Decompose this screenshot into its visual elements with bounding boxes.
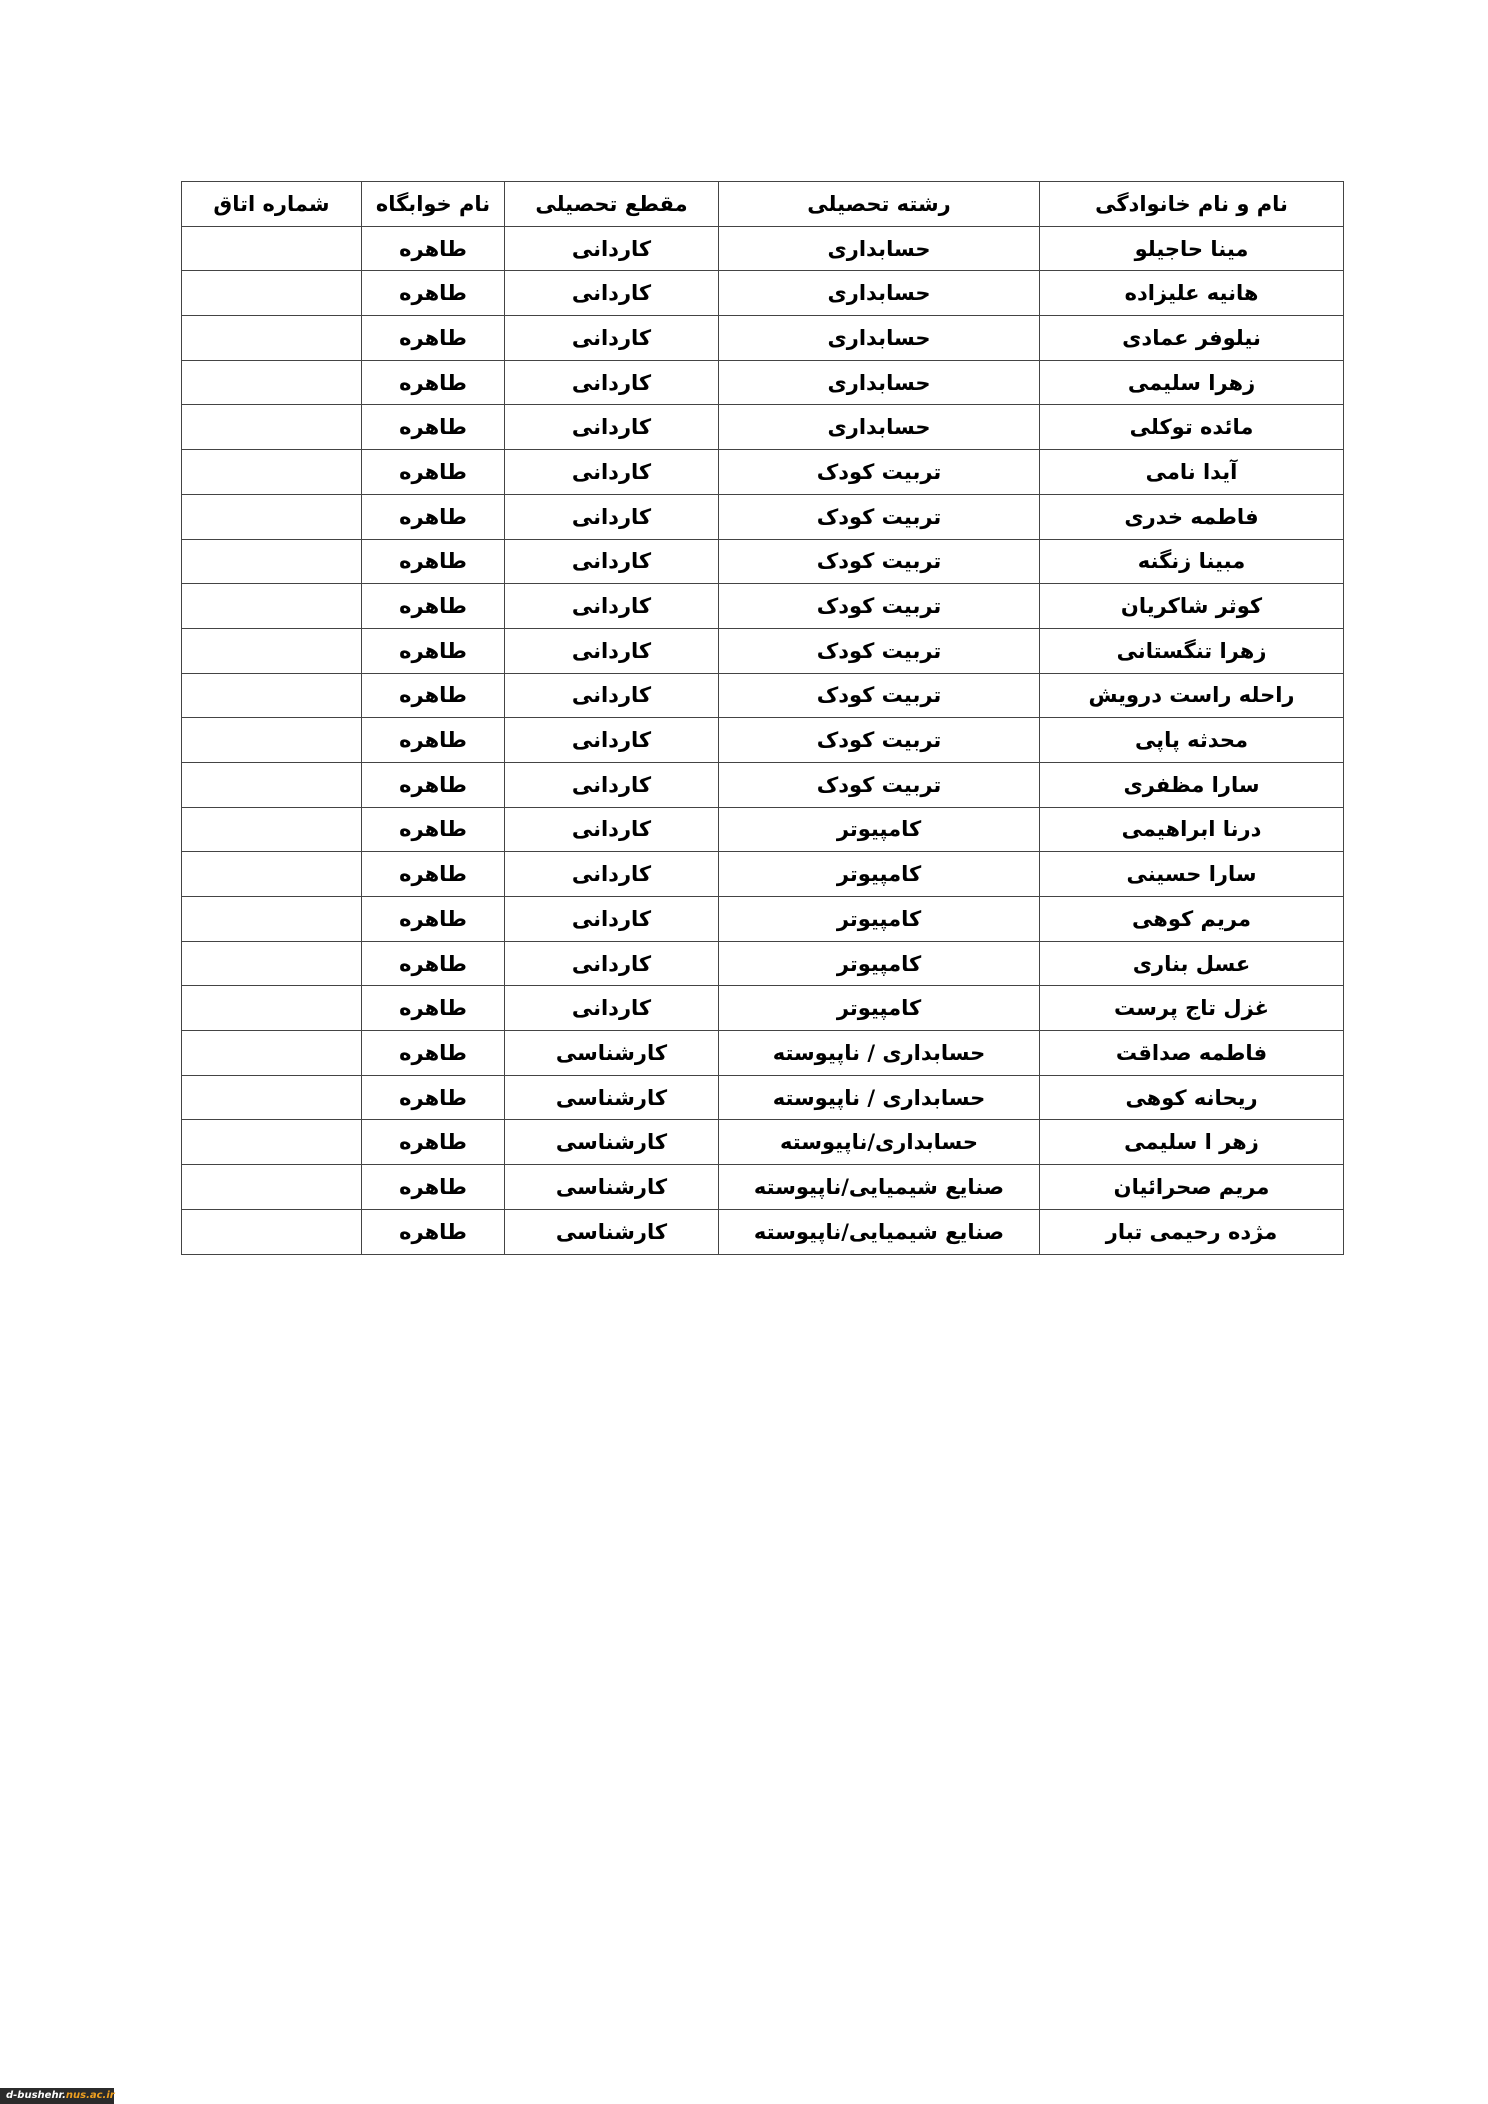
header-name: نام و نام خانوادگی <box>1040 182 1344 227</box>
cell-level: کاردانی <box>505 852 719 897</box>
cell-major: صنایع شیمیایی/ناپیوسته <box>719 1165 1040 1210</box>
cell-level: کاردانی <box>505 226 719 271</box>
cell-room <box>182 718 362 763</box>
cell-name: مریم صحرائیان <box>1040 1165 1344 1210</box>
table-row <box>182 584 1344 629</box>
cell-major: تربیت کودک <box>719 673 1040 718</box>
dormitory-table <box>181 181 1344 1255</box>
site-badge-main: d-bushehr. <box>6 2090 66 2101</box>
cell-level: کاردانی <box>505 450 719 495</box>
cell-dorm: طاهره <box>362 762 505 807</box>
cell-dorm: طاهره <box>362 1031 505 1076</box>
table-row <box>182 226 1344 271</box>
cell-name: ریحانه کوهی <box>1040 1075 1344 1120</box>
cell-level: کاردانی <box>505 762 719 807</box>
cell-dorm: طاهره <box>362 584 505 629</box>
cell-name: هانیه علیزاده <box>1040 271 1344 316</box>
cell-name: سارا حسینی <box>1040 852 1344 897</box>
cell-level: کاردانی <box>505 584 719 629</box>
cell-name: غزل تاج پرست <box>1040 986 1344 1031</box>
cell-major: حسابداری <box>719 360 1040 405</box>
cell-major: تربیت کودک <box>719 762 1040 807</box>
cell-dorm: طاهره <box>362 628 505 673</box>
cell-dorm: طاهره <box>362 1209 505 1254</box>
table-row <box>182 941 1344 986</box>
cell-level: کاردانی <box>505 897 719 942</box>
cell-room <box>182 360 362 405</box>
table-row <box>182 628 1344 673</box>
table-row <box>182 897 1344 942</box>
cell-room <box>182 762 362 807</box>
table-row <box>182 539 1344 584</box>
cell-room <box>182 226 362 271</box>
cell-room <box>182 628 362 673</box>
cell-room <box>182 897 362 942</box>
cell-name: زهر ا سلیمی <box>1040 1120 1344 1165</box>
cell-level: کاردانی <box>505 360 719 405</box>
cell-major: حسابداری / ناپیوسته <box>719 1031 1040 1076</box>
cell-level: کاردانی <box>505 539 719 584</box>
cell-name: نیلوفر عمادی <box>1040 316 1344 361</box>
cell-dorm: طاهره <box>362 1165 505 1210</box>
cell-major: حسابداری / ناپیوسته <box>719 1075 1040 1120</box>
header-dorm: نام خوابگاه <box>362 182 505 227</box>
cell-name: سارا مظفری <box>1040 762 1344 807</box>
cell-room <box>182 852 362 897</box>
cell-name: زهرا تنگستانی <box>1040 628 1344 673</box>
cell-level: کاردانی <box>505 941 719 986</box>
cell-name: مژده رحیمی تبار <box>1040 1209 1344 1254</box>
cell-major: کامپیوتر <box>719 852 1040 897</box>
table-row <box>182 405 1344 450</box>
cell-name: کوثر شاکریان <box>1040 584 1344 629</box>
cell-level: کاردانی <box>505 405 719 450</box>
cell-room <box>182 986 362 1031</box>
cell-level: کاردانی <box>505 718 719 763</box>
header-row <box>182 182 1344 227</box>
cell-name: مینا حاجیلو <box>1040 226 1344 271</box>
cell-dorm: طاهره <box>362 539 505 584</box>
cell-name: فاطمه صداقت <box>1040 1031 1344 1076</box>
cell-name: درنا ابراهیمی <box>1040 807 1344 852</box>
cell-dorm: طاهره <box>362 226 505 271</box>
table-row <box>182 494 1344 539</box>
table-row <box>182 673 1344 718</box>
cell-major: تربیت کودک <box>719 628 1040 673</box>
cell-major: کامپیوتر <box>719 897 1040 942</box>
cell-room <box>182 807 362 852</box>
cell-name: مائده توکلی <box>1040 405 1344 450</box>
cell-room <box>182 271 362 316</box>
cell-level: کارشناسی <box>505 1209 719 1254</box>
table-row <box>182 1165 1344 1210</box>
cell-level: کاردانی <box>505 807 719 852</box>
table-row <box>182 1031 1344 1076</box>
cell-major: تربیت کودک <box>719 494 1040 539</box>
cell-level: کاردانی <box>505 673 719 718</box>
header-room: شماره اتاق <box>182 182 362 227</box>
cell-dorm: طاهره <box>362 360 505 405</box>
cell-dorm: طاهره <box>362 494 505 539</box>
cell-room <box>182 1120 362 1165</box>
cell-room <box>182 941 362 986</box>
cell-name: زهرا سلیمی <box>1040 360 1344 405</box>
cell-name: محدثه پاپی <box>1040 718 1344 763</box>
cell-dorm: طاهره <box>362 316 505 361</box>
cell-level: کاردانی <box>505 628 719 673</box>
cell-dorm: طاهره <box>362 807 505 852</box>
cell-dorm: طاهره <box>362 852 505 897</box>
cell-major: حسابداری <box>719 226 1040 271</box>
cell-room <box>182 316 362 361</box>
cell-level: کارشناسی <box>505 1075 719 1120</box>
site-badge-accent: nus.ac.ir <box>65 2090 115 2101</box>
cell-major: کامپیوتر <box>719 941 1040 986</box>
cell-dorm: طاهره <box>362 941 505 986</box>
cell-room <box>182 584 362 629</box>
cell-room <box>182 494 362 539</box>
cell-level: کاردانی <box>505 316 719 361</box>
cell-level: کاردانی <box>505 271 719 316</box>
cell-major: تربیت کودک <box>719 539 1040 584</box>
cell-major: تربیت کودک <box>719 450 1040 495</box>
table-row <box>182 1120 1344 1165</box>
cell-major: حسابداری <box>719 271 1040 316</box>
cell-name: عسل بناری <box>1040 941 1344 986</box>
cell-level: کارشناسی <box>505 1165 719 1210</box>
cell-room <box>182 405 362 450</box>
cell-major: حسابداری <box>719 405 1040 450</box>
cell-name: راحله راست درویش <box>1040 673 1344 718</box>
cell-room <box>182 450 362 495</box>
cell-name: مبینا زنگنه <box>1040 539 1344 584</box>
table-row <box>182 718 1344 763</box>
table-row <box>182 852 1344 897</box>
table-row <box>182 271 1344 316</box>
cell-name: فاطمه خدری <box>1040 494 1344 539</box>
cell-room <box>182 1075 362 1120</box>
cell-room <box>182 1165 362 1210</box>
cell-level: کارشناسی <box>505 1120 719 1165</box>
cell-major: صنایع شیمیایی/ناپیوسته <box>719 1209 1040 1254</box>
cell-room <box>182 539 362 584</box>
table-row <box>182 762 1344 807</box>
cell-dorm: طاهره <box>362 673 505 718</box>
cell-dorm: طاهره <box>362 1075 505 1120</box>
cell-dorm: طاهره <box>362 718 505 763</box>
cell-major: کامپیوتر <box>719 986 1040 1031</box>
cell-level: کارشناسی <box>505 1031 719 1076</box>
cell-major: حسابداری <box>719 316 1040 361</box>
table-row <box>182 316 1344 361</box>
cell-dorm: طاهره <box>362 450 505 495</box>
site-badge[interactable] <box>0 2088 114 2104</box>
header-level: مقطع تحصیلی <box>505 182 719 227</box>
cell-dorm: طاهره <box>362 271 505 316</box>
cell-dorm: طاهره <box>362 1120 505 1165</box>
cell-dorm: طاهره <box>362 405 505 450</box>
cell-room <box>182 673 362 718</box>
cell-dorm: طاهره <box>362 986 505 1031</box>
cell-name: مریم کوهی <box>1040 897 1344 942</box>
table-body <box>182 226 1344 1254</box>
cell-level: کاردانی <box>505 494 719 539</box>
cell-name: آیدا نامی <box>1040 450 1344 495</box>
table-header <box>182 182 1344 227</box>
cell-major: حسابداری/ناپیوسته <box>719 1120 1040 1165</box>
table-row <box>182 986 1344 1031</box>
table-row <box>182 1209 1344 1254</box>
table-row <box>182 360 1344 405</box>
cell-major: تربیت کودک <box>719 584 1040 629</box>
header-major: رشته تحصیلی <box>719 182 1040 227</box>
cell-dorm: طاهره <box>362 897 505 942</box>
cell-room <box>182 1031 362 1076</box>
table-row <box>182 807 1344 852</box>
table-row <box>182 450 1344 495</box>
cell-room <box>182 1209 362 1254</box>
table-row <box>182 1075 1344 1120</box>
cell-major: کامپیوتر <box>719 807 1040 852</box>
cell-major: تربیت کودک <box>719 718 1040 763</box>
cell-level: کاردانی <box>505 986 719 1031</box>
